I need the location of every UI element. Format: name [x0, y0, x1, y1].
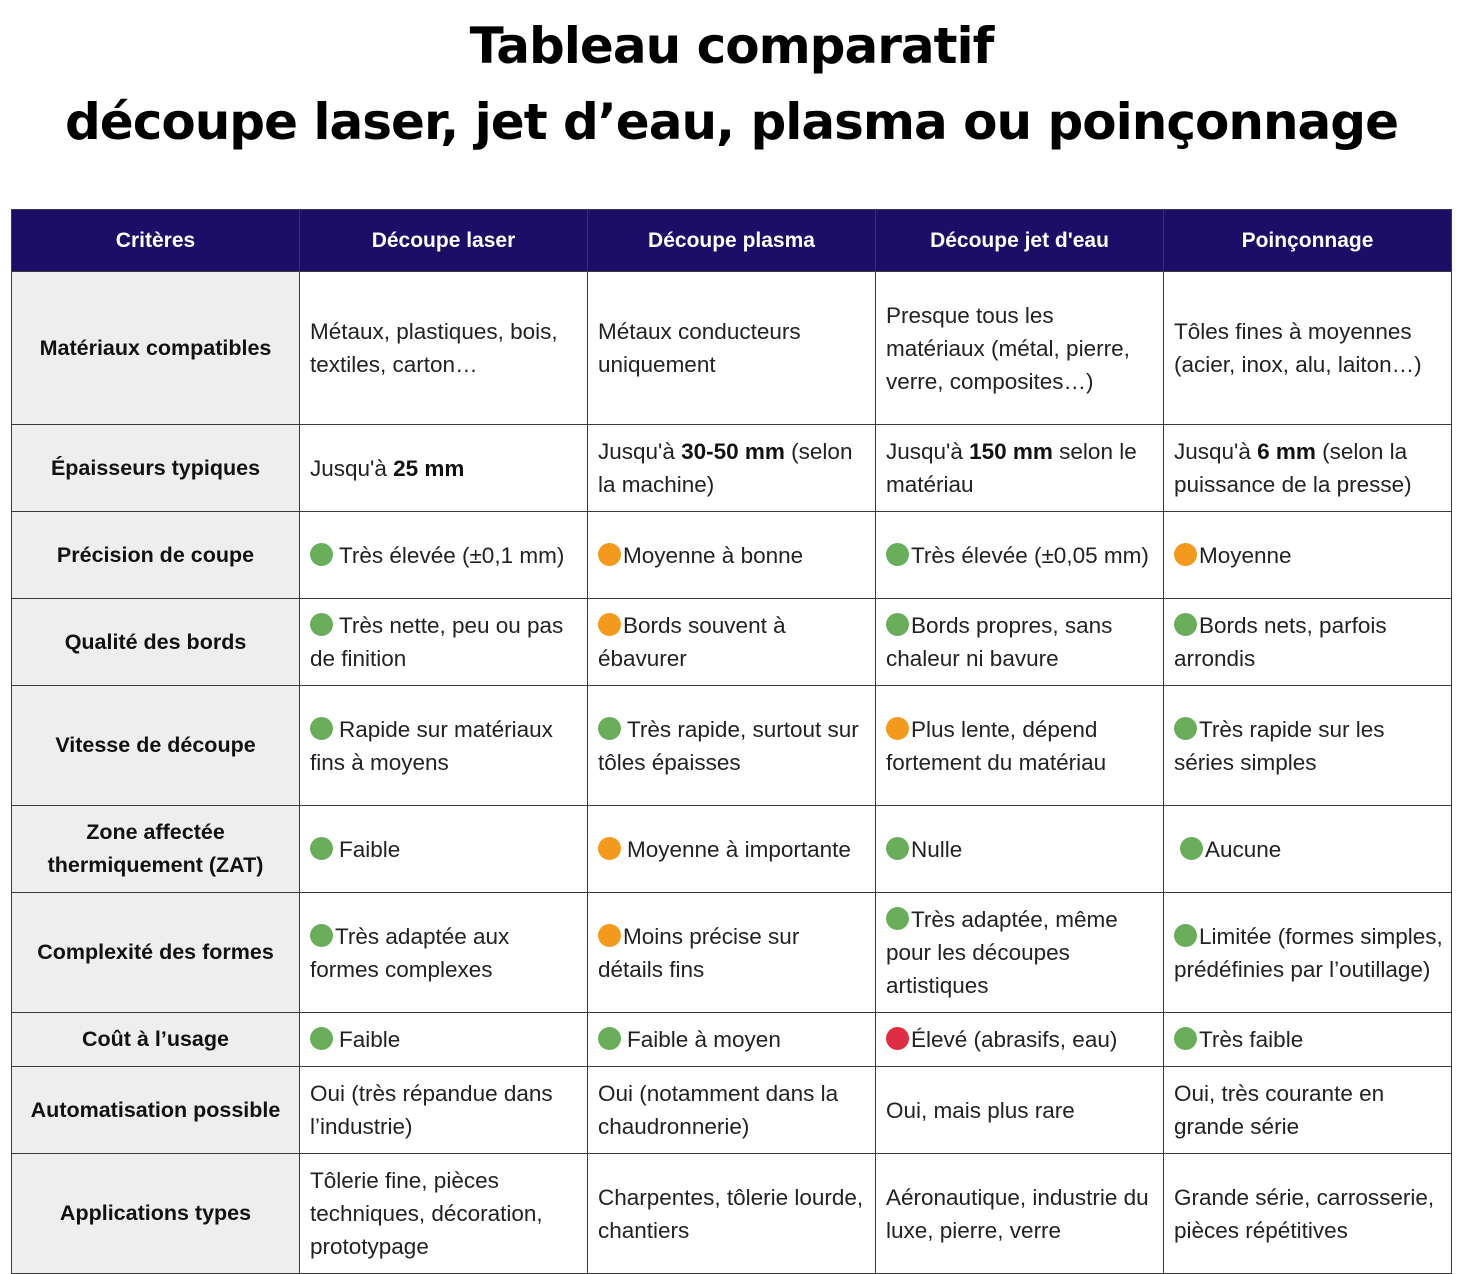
comparison-table [11, 209, 1452, 1274]
criterion-cell: Zone affectée thermiquement (ZAT) [12, 806, 300, 893]
cell-bold-value: 30-50 mm [681, 439, 785, 464]
status-dot-icon [1180, 837, 1203, 860]
cell-text: Limitée (formes simples, prédéfinies par l’outillage) [1174, 923, 1443, 982]
cell-text: Oui, très courante en grande série [1174, 1081, 1385, 1139]
cell-text: Grande série, carrosserie, pièces répétitives [1174, 1184, 1435, 1243]
table-row [12, 1067, 1452, 1154]
table-cell [1164, 1013, 1452, 1067]
table-cell [588, 1067, 876, 1154]
status-dot-icon [1174, 1027, 1197, 1050]
table-cell [1164, 893, 1452, 1013]
criterion-cell: Précision de coupe [12, 512, 300, 599]
cell-text: Faible [339, 1027, 401, 1052]
cell-text: Tôlerie fine, pièces techniques, décoration, prototypage [310, 1168, 543, 1259]
status-dot-icon [886, 837, 909, 860]
table-cell [1164, 806, 1452, 893]
criterion-cell: Épaisseurs typiques [12, 425, 300, 512]
status-dot-icon [310, 543, 333, 566]
status-dot-icon [1174, 717, 1197, 740]
table-row [12, 893, 1452, 1013]
status-dot-icon [1174, 543, 1197, 566]
status-dot-icon [310, 837, 333, 860]
table-cell [876, 1067, 1164, 1154]
cell-text: Moyenne [1199, 542, 1292, 568]
cell-bold-value: 150 mm [969, 439, 1053, 464]
status-dot-icon [886, 717, 909, 740]
header-punching: Poinçonnage [1164, 210, 1452, 272]
cell-text: Faible [339, 836, 401, 862]
table-cell [588, 512, 876, 599]
table-cell [1164, 686, 1452, 806]
criterion-cell: Matériaux compatibles [12, 272, 300, 425]
header-plasma: Découpe plasma [588, 210, 876, 272]
table-row [12, 686, 1452, 806]
cell-text: Tôles fines à moyennes (acier, inox, alu, laiton…) [1174, 319, 1422, 377]
cell-text: Jusqu'à [886, 439, 970, 464]
status-dot-icon [598, 717, 621, 740]
status-dot-icon [310, 924, 333, 947]
header-row [12, 210, 1452, 272]
criterion-cell: Vitesse de découpe [12, 686, 300, 806]
cell-text: Oui, mais plus rare [886, 1097, 1075, 1123]
table-cell [300, 425, 588, 512]
table-row [12, 512, 1452, 599]
status-dot-icon [886, 907, 909, 930]
status-dot-icon [598, 1027, 621, 1050]
table-cell [300, 1067, 588, 1154]
cell-text: Très élevée (±0,1 mm) [339, 542, 565, 568]
cell-text: Moins précise sur détails fins [598, 923, 800, 982]
table-cell [876, 1013, 1164, 1067]
cell-text: Presque tous les matériaux (métal, pierre, verre, composites…) [886, 302, 1130, 394]
criterion-cell: Applications types [12, 1154, 300, 1274]
table-cell [876, 599, 1164, 686]
cell-text: Rapide sur matériaux fins à moyens [310, 716, 553, 775]
criterion-cell: Complexité des formes [12, 893, 300, 1013]
status-dot-icon [886, 1027, 909, 1050]
cell-text: Oui (très répandue dans l’industrie) [310, 1081, 553, 1139]
table-cell [588, 686, 876, 806]
table-cell [588, 1013, 876, 1067]
table-cell [1164, 272, 1452, 425]
table-cell [1164, 425, 1452, 512]
cell-text: Jusqu'à [598, 439, 682, 464]
table-cell [300, 599, 588, 686]
table-cell [588, 272, 876, 425]
cell-text: Très nette, peu ou pas de finition [310, 613, 564, 671]
cell-bold-value: 25 mm [393, 455, 465, 481]
table-row [12, 806, 1452, 893]
cell-text: Très élevée (±0,05 mm) [911, 542, 1149, 568]
cell-text: Moyenne à importante [627, 836, 851, 862]
table-cell [588, 425, 876, 512]
status-dot-icon [310, 717, 333, 740]
table-cell [300, 272, 588, 425]
table-cell [300, 1154, 588, 1274]
table-cell [876, 1154, 1164, 1274]
table-cell [1164, 1154, 1452, 1274]
cell-text: Nulle [911, 836, 963, 862]
cell-text: Élevé (abrasifs, eau) [911, 1027, 1118, 1052]
table-cell [876, 686, 1164, 806]
status-dot-icon [1174, 924, 1197, 947]
cell-text: Bords nets, parfois arrondis [1174, 613, 1387, 671]
status-dot-icon [598, 837, 621, 860]
cell-text: selon le matériau [886, 439, 1137, 497]
cell-text: Très rapide, surtout sur tôles épaisses [598, 716, 859, 775]
cell-text: Aucune [1205, 836, 1282, 862]
cell-text: Très adaptée, même pour les découpes artistiques [886, 907, 1118, 998]
status-dot-icon [1174, 613, 1197, 636]
table-cell [1164, 599, 1452, 686]
table-cell [300, 806, 588, 893]
header-criteria: Critères [12, 210, 300, 272]
cell-text: Plus lente, dépend fortement du matériau [886, 716, 1107, 775]
table-row [12, 599, 1452, 686]
table-cell [300, 686, 588, 806]
cell-text: Bords propres, sans chaleur ni bavure [886, 613, 1113, 671]
cell-text: Charpentes, tôlerie lourde, chantiers [598, 1184, 864, 1243]
table-cell [300, 1013, 588, 1067]
table-cell [1164, 1067, 1452, 1154]
header-waterjet: Découpe jet d'eau [876, 210, 1164, 272]
page-subtitle: découpe laser, jet d’eau, plasma ou poinçonnage [65, 93, 1398, 151]
cell-text: Oui (notamment dans la chaudronnerie) [598, 1081, 839, 1139]
status-dot-icon [310, 613, 333, 636]
criterion-cell: Automatisation possible [12, 1067, 300, 1154]
cell-text: (selon la puissance de la presse) [1174, 439, 1412, 497]
table-cell [588, 599, 876, 686]
table-cell [588, 893, 876, 1013]
cell-text: Jusqu'à [1174, 439, 1258, 464]
cell-text: Moyenne à bonne [623, 542, 804, 568]
cell-text: (selon la machine) [598, 439, 853, 497]
table-cell [300, 512, 588, 599]
cell-text: Métaux, plastiques, bois, textiles, carton… [310, 319, 558, 377]
status-dot-icon [598, 924, 621, 947]
status-dot-icon [886, 613, 909, 636]
status-dot-icon [310, 1027, 333, 1050]
table-cell [300, 893, 588, 1013]
cell-text: Aéronautique, industrie du luxe, pierre, verre [886, 1184, 1149, 1243]
cell-text: Métaux conducteurs uniquement [598, 319, 801, 377]
table-cell [588, 1154, 876, 1274]
table-cell [876, 425, 1164, 512]
criterion-cell: Coût à l’usage [12, 1013, 300, 1067]
cell-text: Jusqu'à [310, 455, 394, 481]
table-row [12, 1154, 1452, 1274]
table-cell [1164, 512, 1452, 599]
page-title: Tableau comparatif [469, 17, 994, 75]
table-cell [876, 512, 1164, 599]
cell-text: Bords souvent à ébavurer [598, 613, 786, 671]
cell-text: Très faible [1199, 1027, 1304, 1052]
table-row [12, 1013, 1452, 1067]
status-dot-icon [598, 543, 621, 566]
table-cell [588, 806, 876, 893]
table-cell [876, 893, 1164, 1013]
criterion-cell: Qualité des bords [12, 599, 300, 686]
table-row [12, 425, 1452, 512]
header-laser: Découpe laser [300, 210, 588, 272]
cell-text: Faible à moyen [627, 1027, 781, 1052]
table-row [12, 272, 1452, 425]
cell-bold-value: 6 mm [1257, 439, 1316, 464]
status-dot-icon [886, 543, 909, 566]
cell-text: Très rapide sur les séries simples [1174, 716, 1385, 775]
table-cell [876, 272, 1164, 425]
table-cell [876, 806, 1164, 893]
cell-text: Très adaptée aux formes complexes [310, 923, 510, 982]
status-dot-icon [598, 613, 621, 636]
